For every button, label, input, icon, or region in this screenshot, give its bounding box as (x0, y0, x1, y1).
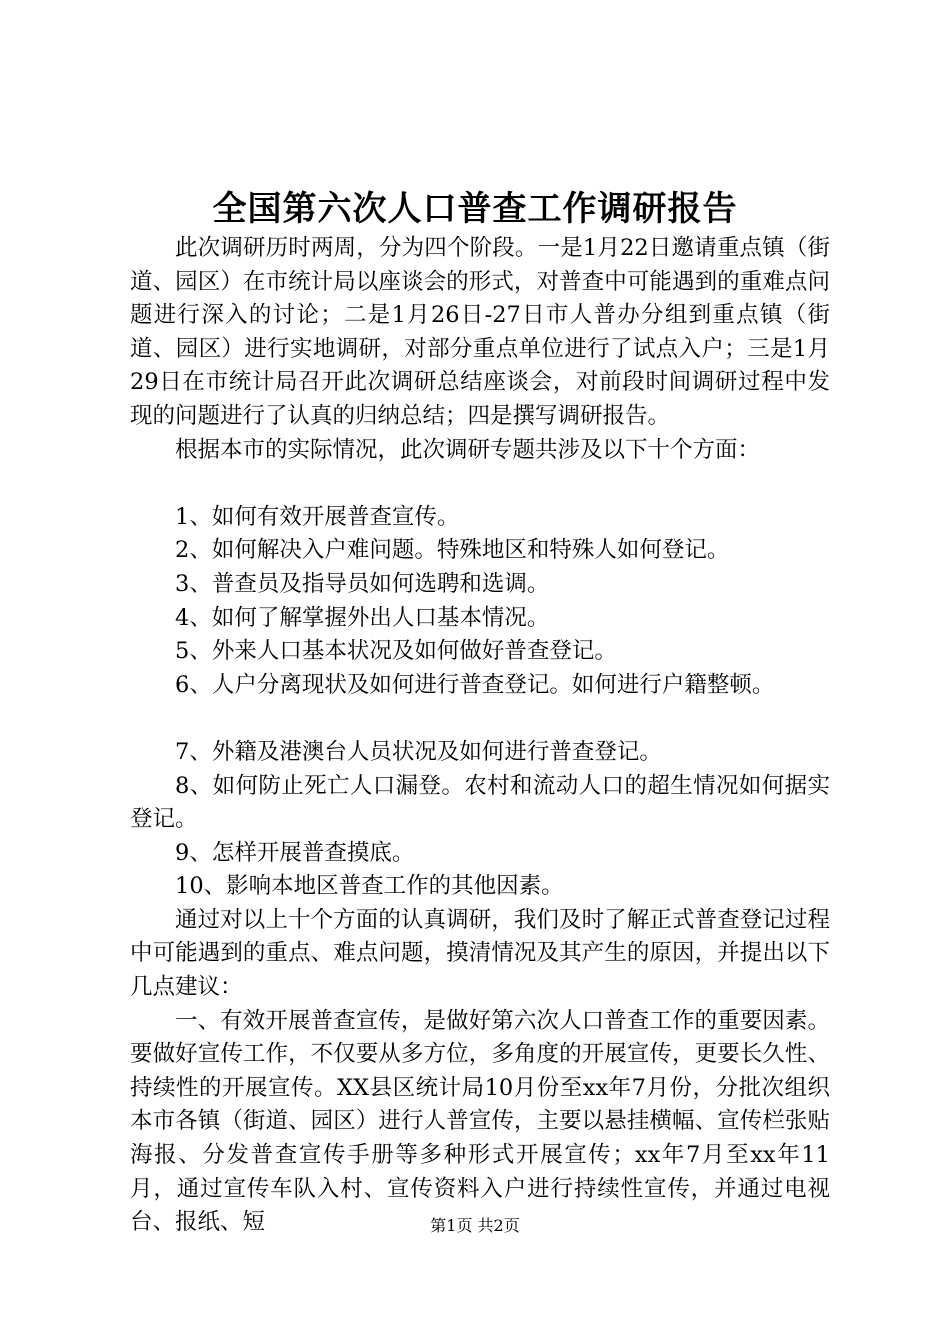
list-item: 9、怎样开展普查摸底。 (175, 839, 415, 866)
document-title: 全国第六次人口普查工作调研报告 (212, 189, 738, 229)
page-number: 第1页 共2页 (430, 1216, 520, 1235)
list-item: 2、如何解决入户难问题。特殊地区和特殊人如何登记。 (175, 537, 730, 564)
blank-line (130, 702, 830, 736)
paragraph-summary: 通过对以上十个方面的认真调研，我们及时了解正式普查登记过程中可能遇到的重点、难点问题，摸清情况及其产生的原因，并提出以下几点建议： (130, 906, 830, 1001)
blank-line (130, 467, 830, 501)
list-item: 1、如何有效开展普查宣传。 (175, 503, 460, 530)
list-item: 10、影响本地区普查工作的其他因素。 (175, 873, 564, 900)
list-item: 7、外籍及港澳台人员状况及如何进行普查登记。 (175, 738, 662, 765)
paragraph-intro: 此次调研历时两周，分为四个阶段。一是1月22日邀请重点镇（街道、园区）在市统计局以座谈会的形式，对普查中可能遇到的重难点问题进行深入的讨论；二是1月26日-27日市人普办分组到重点镇（街道、园区）进行实地调研，对部分重点单位进行了试点入户；三是1月29日在市统计局召开此次调研总结座谈会，对前段时间调研过程中发现的问题进行了认真的归纳总结；四是撰写调研报告。 (130, 235, 830, 429)
list-item: 5、外来人口基本状况及如何做好普查登记。 (175, 638, 617, 665)
list-item: 8、如何防止死亡人口漏登。农村和流动人口的超生情况如何据实登记。 (130, 772, 830, 833)
list-item: 6、人户分离现状及如何进行普查登记。如何进行户籍整顿。 (175, 671, 775, 698)
paragraph-topics-lead: 根据本市的实际情况，此次调研专题共涉及以下十个方面： (175, 436, 761, 463)
list-item: 3、普查员及指导员如何选聘和选调。 (175, 570, 550, 597)
document-body (130, 232, 830, 1240)
list-item: 4、如何了解掌握外出人口基本情况。 (175, 604, 550, 631)
paragraph-suggestion-one: 一、有效开展普查宣传，是做好第六次人口普查工作的重要因素。要做好宣传工作，不仅要从多方位，多角度的开展宣传，更要长久性、持续性的开展宣传。XX县区统计局10月份至xx年7月份，分批次组织本市各镇（街道、园区）进行人普宣传，主要以悬挂横幅、宣传栏张贴海报、分发普查宣传手册等多种形式开展宣传；xx年7月至xx年11月，通过宣传车队入村、宣传资料入户进行持续性宣传，并通过电视台、报纸、短 (130, 1007, 830, 1236)
